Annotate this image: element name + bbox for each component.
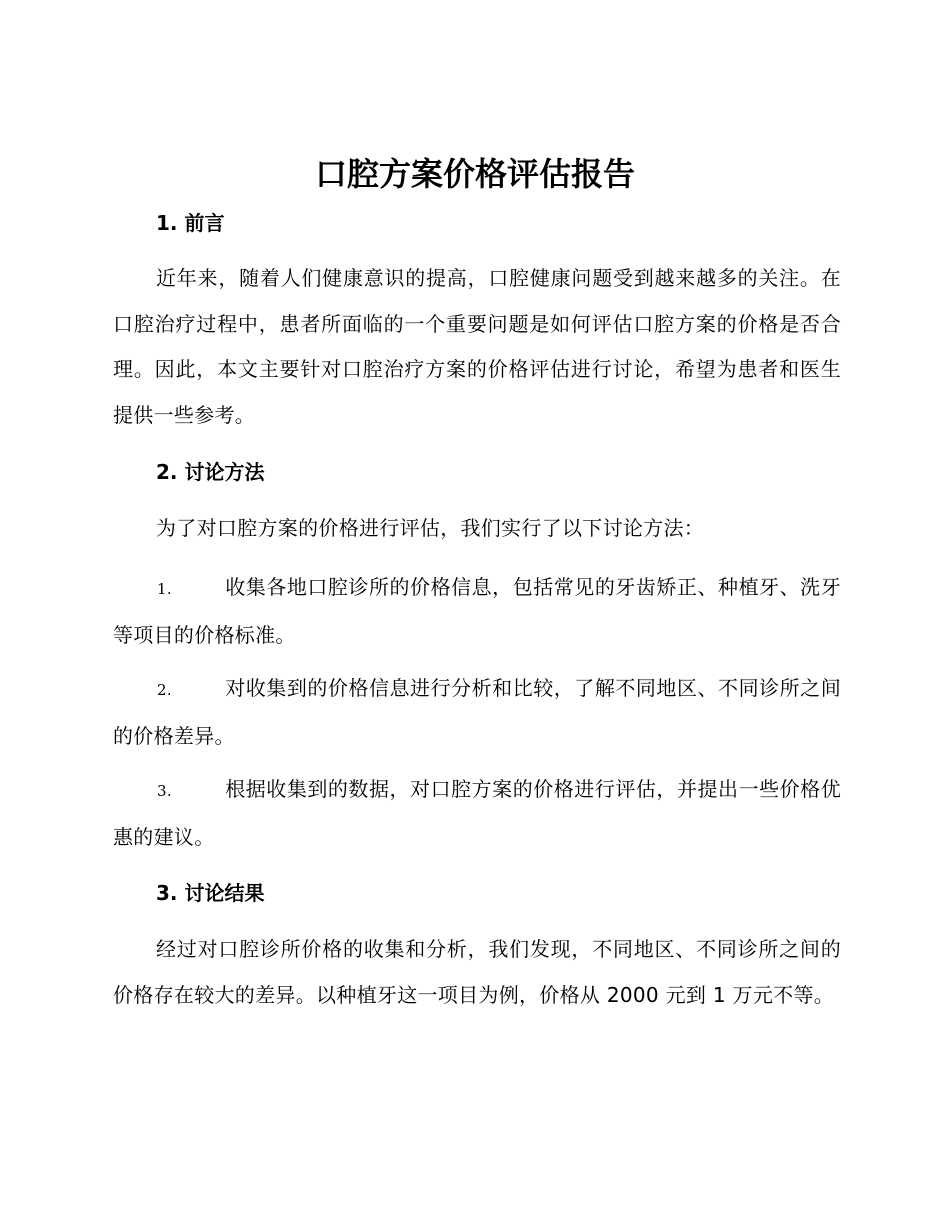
list-item-number: 3. [157, 782, 172, 800]
section-heading-results: 3. 讨论结果 [156, 881, 265, 905]
section-heading-methods: 2. 讨论方法 [156, 460, 265, 484]
method-list-item-1 [113, 565, 841, 658]
methods-intro-paragraph: 为了对口腔方案的价格进行评估，我们实行了以下讨论方法： [156, 516, 705, 540]
list-item-number: 2. [157, 681, 172, 699]
list-item-text: 收集各地口腔诊所的价格信息，包括常见的牙齿矫正、种植牙、洗牙等项目的价格标准。 [113, 575, 841, 647]
method-list-item-2 [113, 666, 841, 759]
method-list-item-3 [113, 767, 841, 860]
list-item-number: 1. [157, 580, 172, 598]
section-heading-preface: 1. 前言 [156, 211, 225, 235]
preface-paragraph: 近年来，随着人们健康意识的提高，口腔健康问题受到越来越多的关注。在口腔治疗过程中，患者所面临的一个重要问题是如何评估口腔方案的价格是否合理。因此，本文主要针对口腔治疗方案的价格评估进行讨论，希望为患者和医生提供一些参考。 [113, 266, 841, 427]
list-item-text: 对收集到的价格信息进行分析和比较，了解不同地区、不同诊所之间的价格差异。 [113, 676, 841, 748]
document-title: 口腔方案价格评估报告 [314, 155, 635, 193]
list-item-text: 根据收集到的数据，对口腔方案的价格进行评估，并提出一些价格优惠的建议。 [113, 777, 841, 849]
results-paragraph: 经过对口腔诊所价格的收集和分析，我们发现，不同地区、不同诊所之间的价格存在较大的差异。以种植牙这一项目为例，价格从 2000 元到 1 万元不等。 [113, 937, 841, 1007]
